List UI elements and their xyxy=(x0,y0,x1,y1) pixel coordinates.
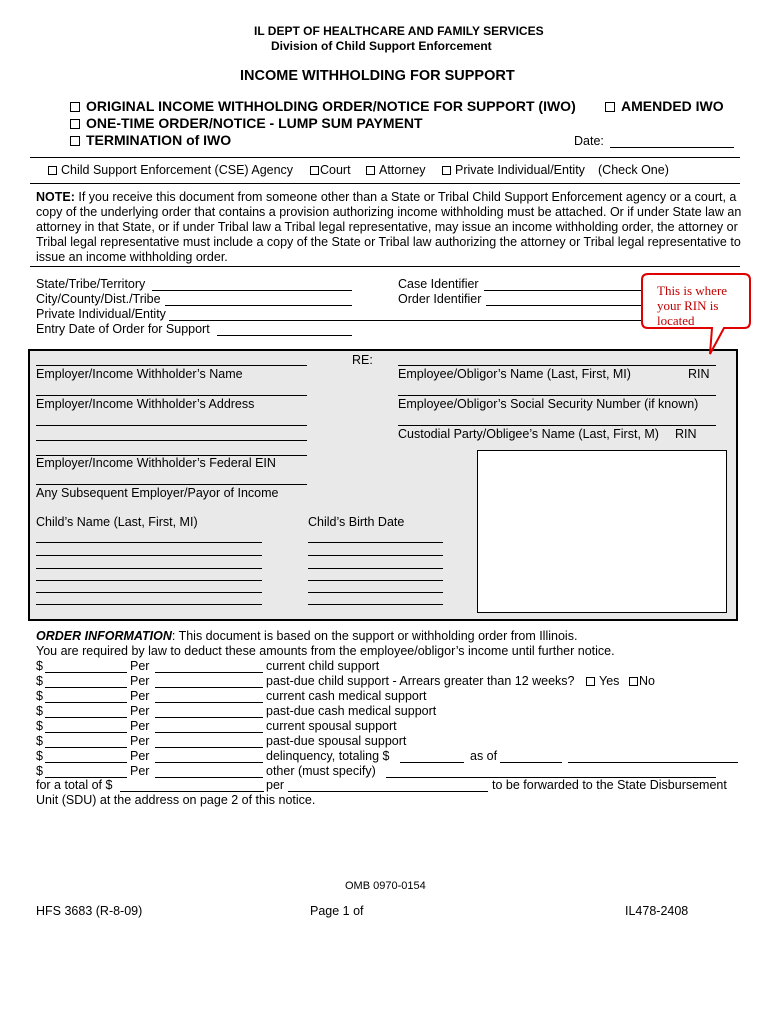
total-amount-field[interactable] xyxy=(120,791,264,792)
employer-address-label: Employer/Income Withholder’s Address xyxy=(36,397,255,411)
employee-rin-label: RIN xyxy=(688,367,710,381)
frequency-field[interactable] xyxy=(155,672,263,673)
case-id-field[interactable] xyxy=(484,290,644,291)
delinquency-detail-field[interactable] xyxy=(568,762,738,763)
one-time-option[interactable]: ONE-TIME ORDER/NOTICE - LUMP SUM PAYMENT xyxy=(70,115,423,131)
dollar-label: $ xyxy=(36,689,43,703)
dollar-label: $ xyxy=(36,659,43,673)
frequency-field[interactable] xyxy=(155,687,263,688)
child-name-label: Child’s Name (Last, First, MI) xyxy=(36,515,198,529)
per-label: Per xyxy=(130,689,150,703)
frequency-field[interactable] xyxy=(155,732,263,733)
form-number: HFS 3683 (R-8-09) xyxy=(36,904,143,918)
frequency-field[interactable] xyxy=(155,702,263,703)
order-id-label: Order Identifier xyxy=(398,292,482,306)
amount-field[interactable] xyxy=(45,732,127,733)
sender-court-option[interactable]: Court xyxy=(310,163,351,177)
private-entity-label: Private Individual/Entity xyxy=(36,307,166,321)
total-per-label: per xyxy=(266,778,285,792)
arrears-no-option[interactable]: No xyxy=(629,674,655,688)
per-label: Per xyxy=(130,674,150,688)
amount-field[interactable] xyxy=(45,672,127,673)
form-title: INCOME WITHHOLDING FOR SUPPORT xyxy=(240,68,515,84)
employee-ssn-field[interactable] xyxy=(398,395,716,396)
amount-field[interactable] xyxy=(45,687,127,688)
child-name-field[interactable] xyxy=(36,555,262,556)
subsequent-employer-label: Any Subsequent Employer/Payor of Income xyxy=(36,486,279,500)
order-row-label: current cash medical support xyxy=(266,689,427,703)
attorney-checkbox[interactable] xyxy=(366,166,375,175)
private-entity-field[interactable] xyxy=(169,320,649,321)
amount-field[interactable] xyxy=(45,702,127,703)
total-suffix: to be forwarded to the State Disbursement xyxy=(492,778,727,792)
one-time-checkbox[interactable] xyxy=(70,119,80,129)
child-name-field[interactable] xyxy=(36,592,262,593)
dollar-label: $ xyxy=(36,719,43,733)
order-row-label: past-due spousal support xyxy=(266,734,407,748)
order-id-field[interactable] xyxy=(486,305,644,306)
child-birth-field[interactable] xyxy=(308,580,443,581)
divider xyxy=(30,266,740,267)
arrears-yes-checkbox[interactable] xyxy=(586,677,595,686)
frequency-field[interactable] xyxy=(155,777,263,778)
order-row-label: past-due child support - Arrears greater than 12 weeks? xyxy=(266,674,575,688)
form-code: IL478-2408 xyxy=(625,904,689,918)
arrears-no-checkbox[interactable] xyxy=(629,677,638,686)
date-field[interactable] xyxy=(610,147,734,148)
total-prefix: for a total of $ xyxy=(36,778,113,792)
total-frequency-field[interactable] xyxy=(288,791,488,792)
employer-address-field[interactable] xyxy=(36,395,307,396)
dollar-label: $ xyxy=(36,749,43,763)
sender-private-option[interactable]: Private Individual/Entity xyxy=(442,163,585,177)
employee-name-label: Employee/Obligor’s Name (Last, First, MI) xyxy=(398,367,631,381)
city-label: City/County/Dist./Tribe xyxy=(36,292,161,306)
entry-date-label: Entry Date of Order for Support xyxy=(36,322,210,336)
amount-field[interactable] xyxy=(45,717,127,718)
employee-name-field[interactable] xyxy=(398,365,716,366)
order-row-label: current child support xyxy=(266,659,380,673)
per-label: Per xyxy=(130,719,150,733)
delinquency-amount-field[interactable] xyxy=(400,762,464,763)
child-birth-field[interactable] xyxy=(308,604,443,605)
original-iwo-option[interactable]: ORIGINAL INCOME WITHHOLDING ORDER/NOTICE FOR SUPPORT (IWO) xyxy=(70,98,576,114)
child-name-field[interactable] xyxy=(36,604,262,605)
employer-address-line[interactable] xyxy=(36,440,307,441)
case-id-label: Case Identifier xyxy=(398,277,479,291)
employer-name-field[interactable] xyxy=(36,365,307,366)
blank-box xyxy=(477,450,727,613)
employer-ein-label: Employer/Income Withholder’s Federal EIN xyxy=(36,456,276,470)
termination-checkbox[interactable] xyxy=(70,136,80,146)
custodial-name-field[interactable] xyxy=(398,425,716,426)
child-birth-field[interactable] xyxy=(308,568,443,569)
dollar-label: $ xyxy=(36,674,43,688)
child-birth-field[interactable] xyxy=(308,592,443,593)
amended-iwo-option[interactable]: AMENDED IWO xyxy=(605,98,724,114)
private-checkbox[interactable] xyxy=(442,166,451,175)
child-birth-field[interactable] xyxy=(308,542,443,543)
per-label: Per xyxy=(130,749,150,763)
re-label: RE: xyxy=(352,353,373,367)
amount-field[interactable] xyxy=(45,747,127,748)
termination-option[interactable]: TERMINATION of IWO xyxy=(70,132,231,148)
sender-cse-option[interactable]: Child Support Enforcement (CSE) Agency xyxy=(48,163,293,177)
per-label: Per xyxy=(130,764,150,778)
dept-title: IL DEPT OF HEALTHCARE AND FAMILY SERVICES xyxy=(254,24,544,38)
per-label: Per xyxy=(130,659,150,673)
amended-iwo-checkbox[interactable] xyxy=(605,102,615,112)
child-birth-label: Child’s Birth Date xyxy=(308,515,405,529)
frequency-field[interactable] xyxy=(155,717,263,718)
as-of-label: as of xyxy=(470,749,498,763)
rin-callout xyxy=(640,272,752,358)
date-label: Date: xyxy=(574,134,604,148)
order-row-label: past-due cash medical support xyxy=(266,704,437,718)
amount-field[interactable] xyxy=(45,762,127,763)
child-name-field[interactable] xyxy=(36,542,262,543)
entry-date-field[interactable] xyxy=(217,335,352,336)
court-checkbox[interactable] xyxy=(310,166,319,175)
check-one-label: (Check One) xyxy=(598,163,669,177)
employee-ssn-label: Employee/Obligor’s Social Security Number (if known) xyxy=(398,397,699,411)
arrears-yes-option[interactable]: Yes xyxy=(586,674,619,688)
employer-address-line[interactable] xyxy=(36,425,307,426)
custodial-name-label: Custodial Party/Obligee’s Name (Last, First, M) xyxy=(398,427,659,441)
page-number: Page 1 of xyxy=(310,904,364,918)
order-row-label: delinquency, totaling $ xyxy=(266,749,390,763)
dollar-label: $ xyxy=(36,704,43,718)
division-title: Division of Child Support Enforcement xyxy=(271,39,492,53)
omb-number: OMB 0970-0154 xyxy=(345,880,426,892)
order-info-intro: ORDER INFORMATION: This document is based on the support or withholding order from Illinois. xyxy=(36,629,578,643)
divider xyxy=(30,157,740,158)
original-iwo-checkbox[interactable] xyxy=(70,102,80,112)
employer-name-label: Employer/Income Withholder’s Name xyxy=(36,367,243,381)
child-birth-field[interactable] xyxy=(308,555,443,556)
order-row-label: other (must specify) xyxy=(266,764,376,778)
callout-text: This is where your RIN is located xyxy=(657,283,728,328)
sender-attorney-option[interactable]: Attorney xyxy=(366,163,426,177)
per-label: Per xyxy=(130,734,150,748)
dollar-label: $ xyxy=(36,734,43,748)
state-field[interactable] xyxy=(152,290,352,291)
frequency-field[interactable] xyxy=(155,747,263,748)
per-label: Per xyxy=(130,704,150,718)
note-paragraph: NOTE: If you receive this document from someone other than a State or Tribal Child Support Enforcement agency or a court, a copy of the underlying order that contains a provision authorizing income withholding must be attached. Or if under State law an attorney in that State, or if under Tribal law a Tribal legal representative, may issue an income withholding order, the attorney or Tribal legal representative must include a copy of the State or Tribal law authorizing the attorney or Tribal legal representative to issue an income withholding order. xyxy=(36,190,742,264)
cse-checkbox[interactable] xyxy=(48,166,57,175)
child-name-field[interactable] xyxy=(36,580,262,581)
custodial-rin-label: RIN xyxy=(675,427,697,441)
as-of-date-field[interactable] xyxy=(500,762,562,763)
order-row-label: current spousal support xyxy=(266,719,397,733)
order-info-intro2: You are required by law to deduct these amounts from the employee/obligor’s income until further notice. xyxy=(36,644,615,658)
dollar-label: $ xyxy=(36,764,43,778)
state-label: State/Tribe/Territory xyxy=(36,277,146,291)
total-line2: Unit (SDU) at the address on page 2 of this notice. xyxy=(36,793,316,807)
child-name-field[interactable] xyxy=(36,568,262,569)
frequency-field[interactable] xyxy=(155,762,263,763)
city-field[interactable] xyxy=(165,305,352,306)
subsequent-employer-field[interactable] xyxy=(36,484,307,485)
divider xyxy=(30,183,740,184)
